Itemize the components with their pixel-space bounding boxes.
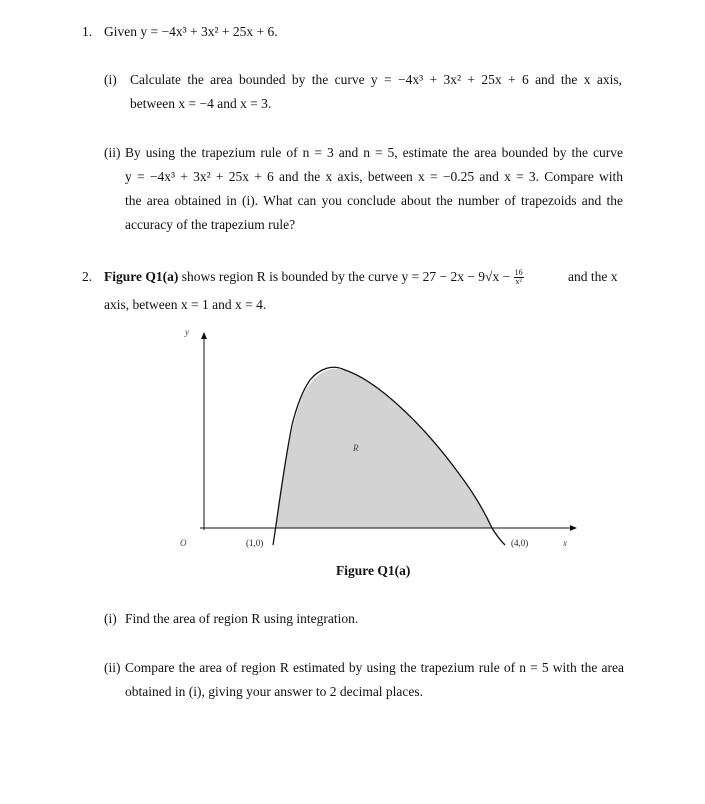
question-2-number: 2. [82,269,93,284]
fraction-numerator: 16 [514,268,523,278]
q2-part-ii-line-2: obtained in (i), giving your answer to 2 decimal places. [125,684,424,699]
point-left-label: (1,0) [246,538,264,548]
question-2-stem-line-2: axis, between x = 1 and x = 4. [104,297,267,312]
q2-part-i-line-1: Find the area of region R using integration. [125,611,359,626]
q1-part-ii-line-4: accuracy of the trapezium rule? [125,217,296,232]
x-axis-label: x [563,538,567,548]
fraction-denominator: x² [515,277,522,287]
q1-part-ii-line-3: the area obtained in (i). What can you conclude about the number of trapezoids and the [125,193,623,208]
x-axis-arrow [570,525,577,531]
q2-part-ii-label: (ii) [104,660,121,675]
y-axis-label: y [185,327,189,337]
q1-part-ii-label: (ii) [104,145,121,160]
q1-part-i-line-2: between x = −4 and x = 3. [130,96,272,111]
q1-part-i-line-1: Calculate the area bounded by the curve y = −4x³ + 3x² + 25x + 6 and the x axis, [130,72,622,87]
q1-part-i-label: (i) [104,72,117,87]
q1-part-ii-line-1: By using the trapezium rule of n = 3 and n = 5, estimate the area bounded by the curve [125,145,623,160]
point-right-label: (4,0) [511,538,529,548]
q1-part-ii-line-2: y = −4x³ + 3x² + 25x + 6 and the x axis, between x = −0.25 and x = 3. Compare with [125,169,623,184]
q2-stem-text: shows region R is bounded by the curve y = 27 − 2x − 9√x − [178,269,511,284]
q2-part-i-label: (i) [104,611,117,626]
question-2-stem-line-1 [104,269,524,286]
question-1-number: 1. [82,24,93,39]
region-label: R [353,443,359,453]
q2-stem-fraction [514,269,524,286]
origin-label: O [180,538,187,548]
q2-part-ii-line-1: Compare the area of region R estimated by using the trapezium rule of n = 5 with the area [125,660,624,675]
figure-reference: Figure Q1(a) [104,269,179,284]
q2-stem-tail: and the x [568,269,618,284]
y-axis-arrow [201,332,207,339]
figure-caption: Figure Q1(a) [336,563,411,578]
question-1-stem: Given y = −4x³ + 3x² + 25x + 6. [104,24,278,39]
figure-q1a-graph [0,320,705,580]
